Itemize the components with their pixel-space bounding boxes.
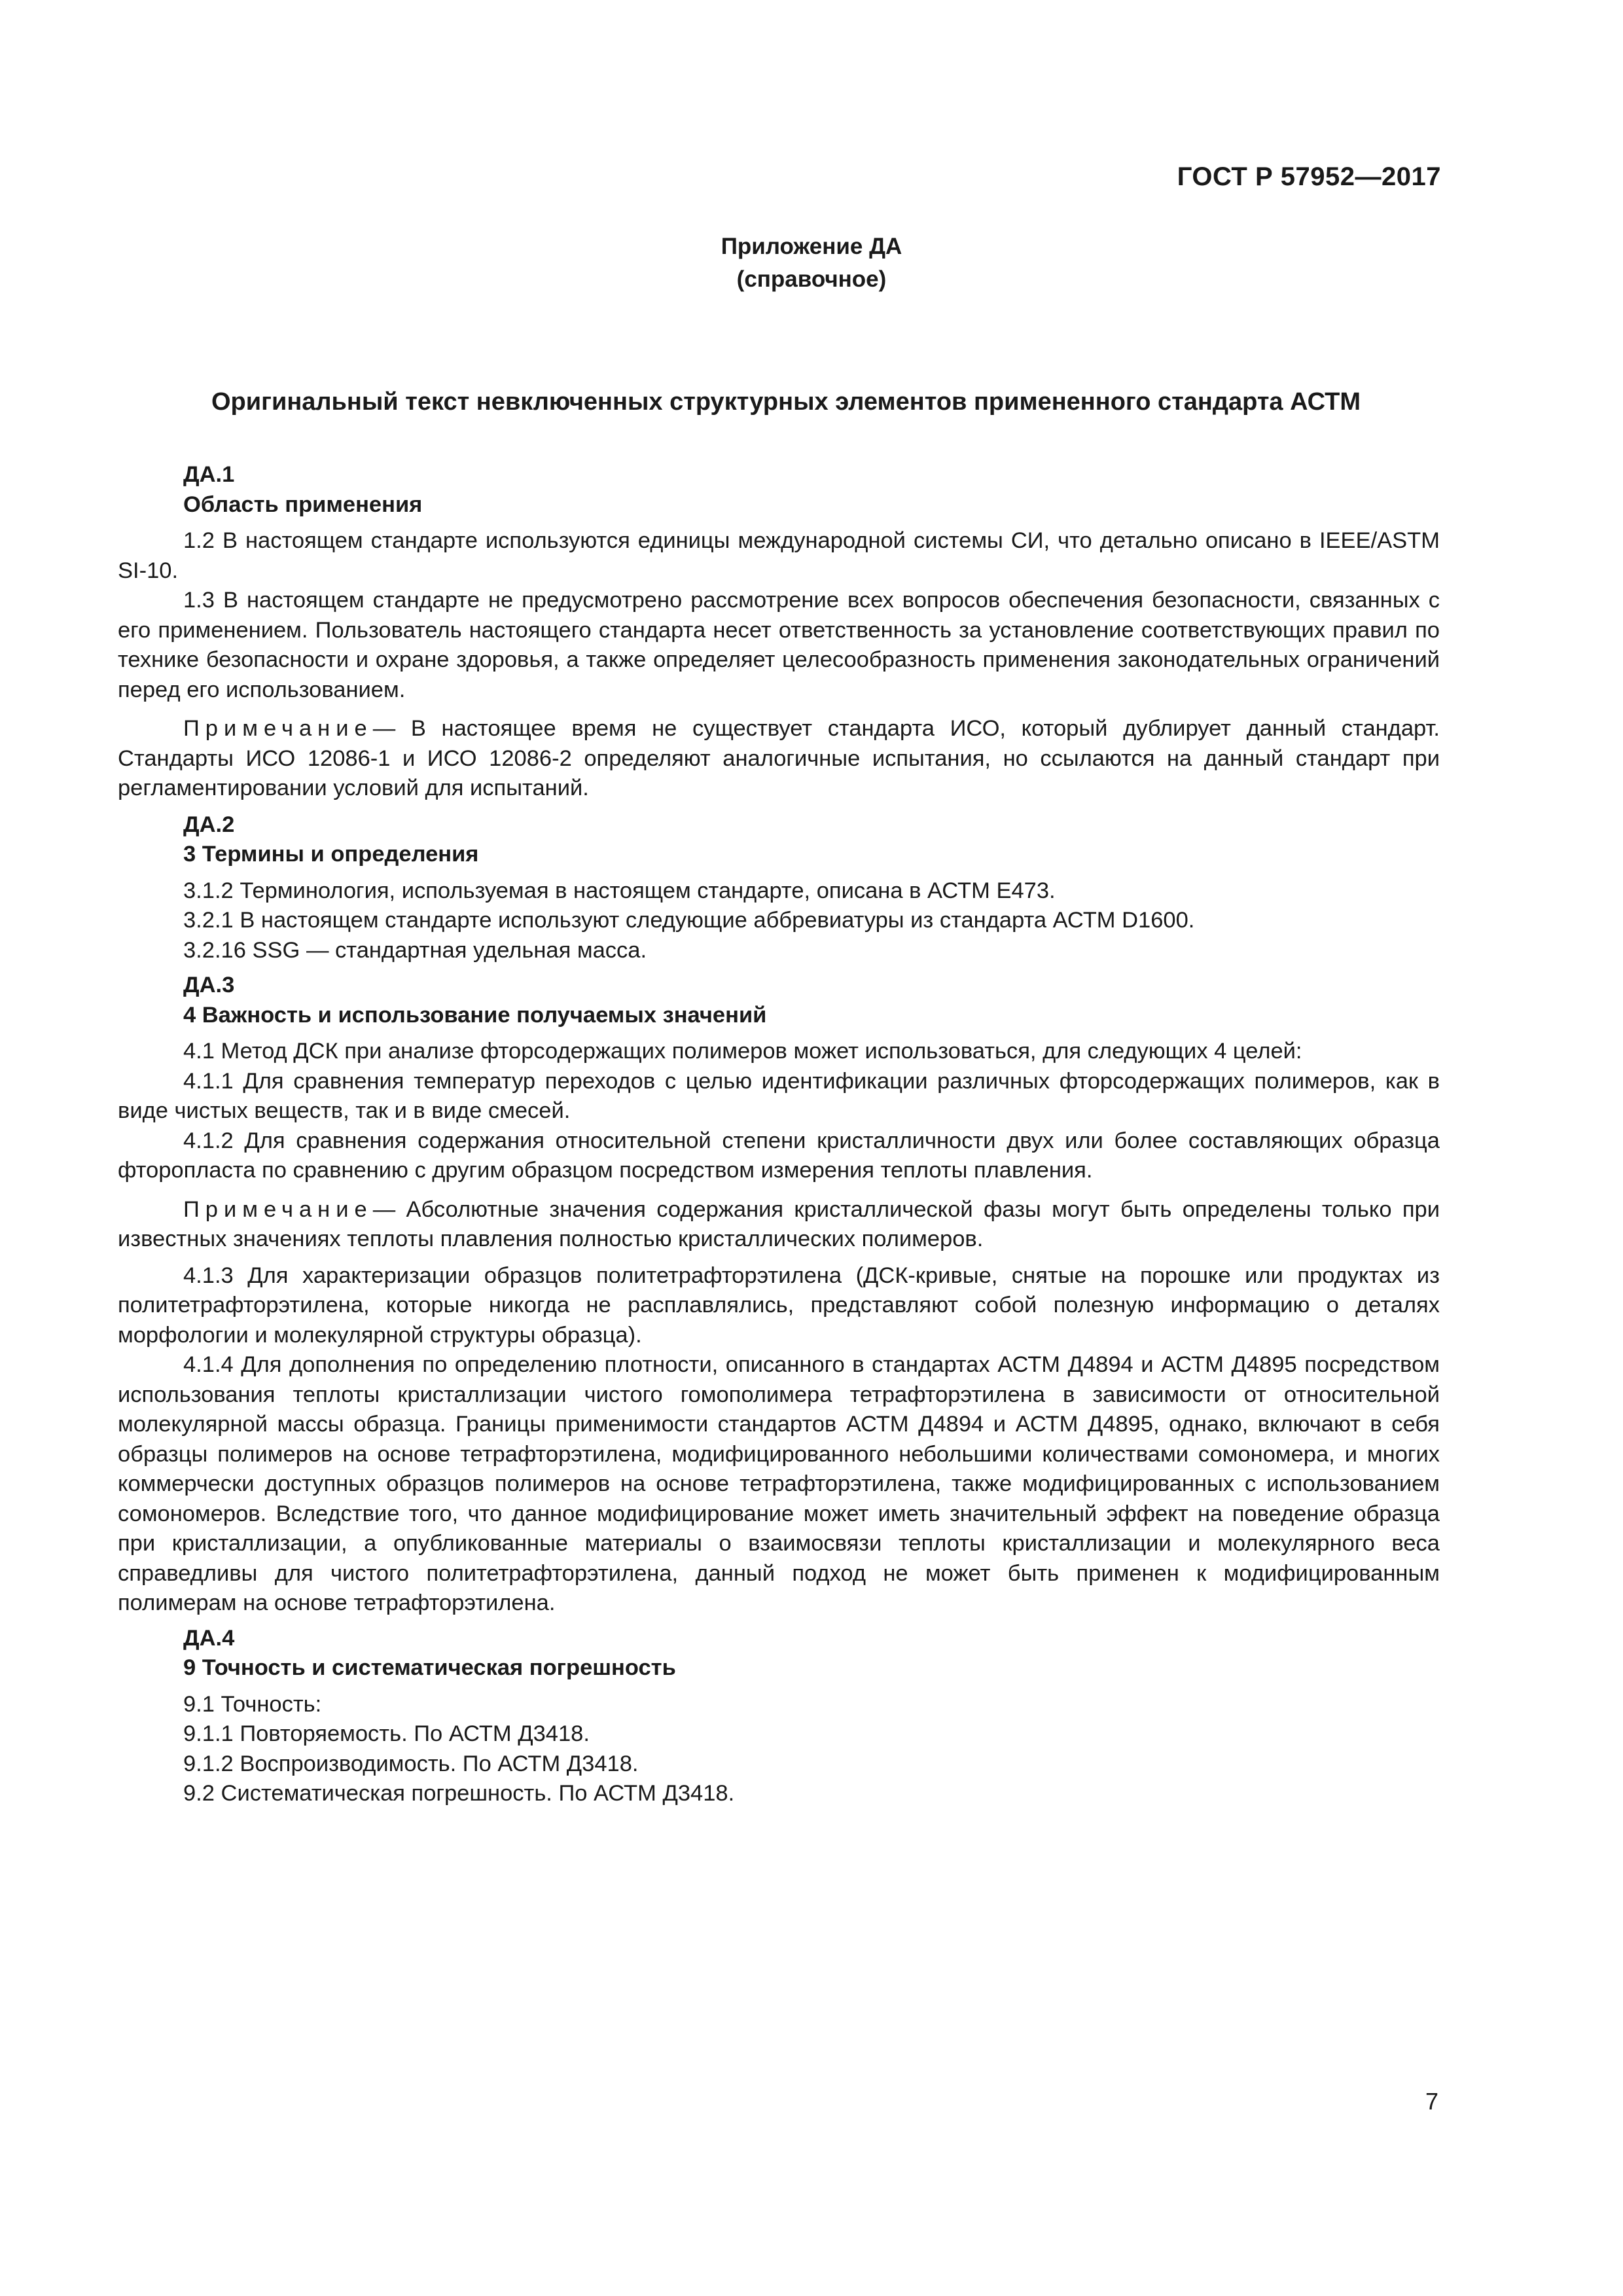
note — [118, 714, 1440, 804]
list-item: 3.2.16 SSG — стандартная удельная масса. — [183, 937, 647, 963]
paragraph: 4.1.2 Для сравнения содержания относительной степени кристалличности двух или более составляющих образца фторопласта по сравнению с другим образцом посредством измерения теплоты плавления. — [118, 1128, 1440, 1183]
appendix-label: Приложение ДА — [721, 234, 902, 259]
section-id-da2: ДА.2 — [183, 812, 235, 837]
note-label: Примечание — [183, 1196, 373, 1222]
list-item: 9.1.2 Воспроизводимость. По АСТМ Д3418. — [183, 1751, 639, 1776]
list-item: 3.2.1 В настоящем стандарте используют следующие аббревиатуры из стандарта АСТМ D1600. — [183, 908, 1195, 933]
paragraph: 4.1.1 Для сравнения температур переходов с целью идентификации различных фторсодержащих полимеров, как в виде чистых веществ, так и в виде смесей. — [118, 1068, 1440, 1123]
section-id-da3: ДА.3 — [183, 973, 235, 997]
section-heading-da3: 4 Важность и использование получаемых значений — [183, 1002, 767, 1028]
document-code: ГОСТ Р 57952—2017 — [1177, 162, 1441, 191]
appendix-type: (справочное) — [736, 266, 887, 292]
section-id-da4: ДА.4 — [183, 1625, 235, 1651]
section-id-da1: ДА.1 — [183, 462, 235, 487]
list-item: 3.1.2 Терминология, используемая в настоящем стандарте, описана в АСТМ Е473. — [183, 878, 1056, 903]
note-text: — Абсолютные значения содержания кристаллической фазы могут быть определены только при известных значениях теплоты плавления полностью кристаллических полимеров. — [118, 1196, 1440, 1251]
paragraph: 4.1 Метод ДСК при анализе фторсодержащих полимеров может использоваться, для следующих 4 целей: — [183, 1039, 1302, 1064]
list-item: 9.2 Систематическая погрешность. По АСТМ Д3418. — [183, 1781, 735, 1806]
appendix-heading — [0, 230, 1623, 296]
paragraph: 1.2 В настоящем стандарте используются единицы международной системы СИ, что детально описано в IEEE/ASTM SI-10. — [118, 528, 1440, 583]
section-heading-da2: 3 Термины и определения — [183, 842, 479, 867]
paragraph: 1.3 В настоящем стандарте не предусмотрено рассмотрение всех вопросов обеспечения безопасности, связанных с его применением. Пользователь настоящего стандарта несет ответственность за установление соответствующих правил по технике безопасности и охране здоровья, а также определяет целесообразность применения законодательных ограничений перед его использованием. — [118, 588, 1440, 702]
paragraph: 4.1.4 Для дополнения по определению плотности, описанного в стандартах АСТМ Д4894 и АСТМ Д4895 посредством использования теплоты кристаллизации чистого гомополимера тетрафторэтилена в зависимости от относительной молекулярной массы образца. Границы применимости стандартов АСТМ Д4894 и АСТМ Д4895, однако, включают в себя образцы полимеров на основе тетрафторэтилена, модифицированного небольшими количествами сомономера, и многих коммерчески доступных образцов полимеров на основе тетрафторэтилена, также модифицированных с использованием сомономеров. Вследствие того, что данное модифицирование может иметь значительный эффект на поведение образца при кристаллизации, а опубликованные материалы о взаимосвязи теплоты кристаллизации и молекулярного веса справедливы для чистого политетрафторэтилена, данный подход не может быть применен к модифицированным полимерам на основе тетрафторэтилена. — [118, 1352, 1440, 1615]
section-heading-da1: Область применения — [183, 492, 423, 517]
note-text: — В настоящее время не существует стандарта ИСО, который дублирует данный стандарт. Стандарты ИСО 12086-1 и ИСО 12086-2 определяют аналогичные испытания, но ссылаются на данный стандарт при регламентировании условий для испытаний. — [118, 716, 1440, 800]
section-heading-da4: 9 Точность и систематическая погрешность — [183, 1655, 676, 1680]
paragraph: 4.1.3 Для характеризации образцов политетрафторэтилена (ДСК-кривые, снятые на порошке или продуктах из политетрафторэтилена, которые никогда не расплавлялись, представляют собой полезную информацию о деталях морфологии и молекулярной структуры образца). — [118, 1263, 1440, 1348]
note-label: Примечание — [183, 716, 373, 741]
document-body — [118, 460, 1440, 1809]
list-item: 9.1.1 Повторяемость. По АСТМ Д3418. — [183, 1721, 590, 1746]
note — [118, 1195, 1440, 1255]
list-item: 9.1 Точность: — [183, 1691, 322, 1717]
page-number: 7 — [1425, 2088, 1438, 2115]
page-title: Оригинальный текст невключенных структурных элементов примененного стандарта АСТМ — [211, 388, 1361, 416]
